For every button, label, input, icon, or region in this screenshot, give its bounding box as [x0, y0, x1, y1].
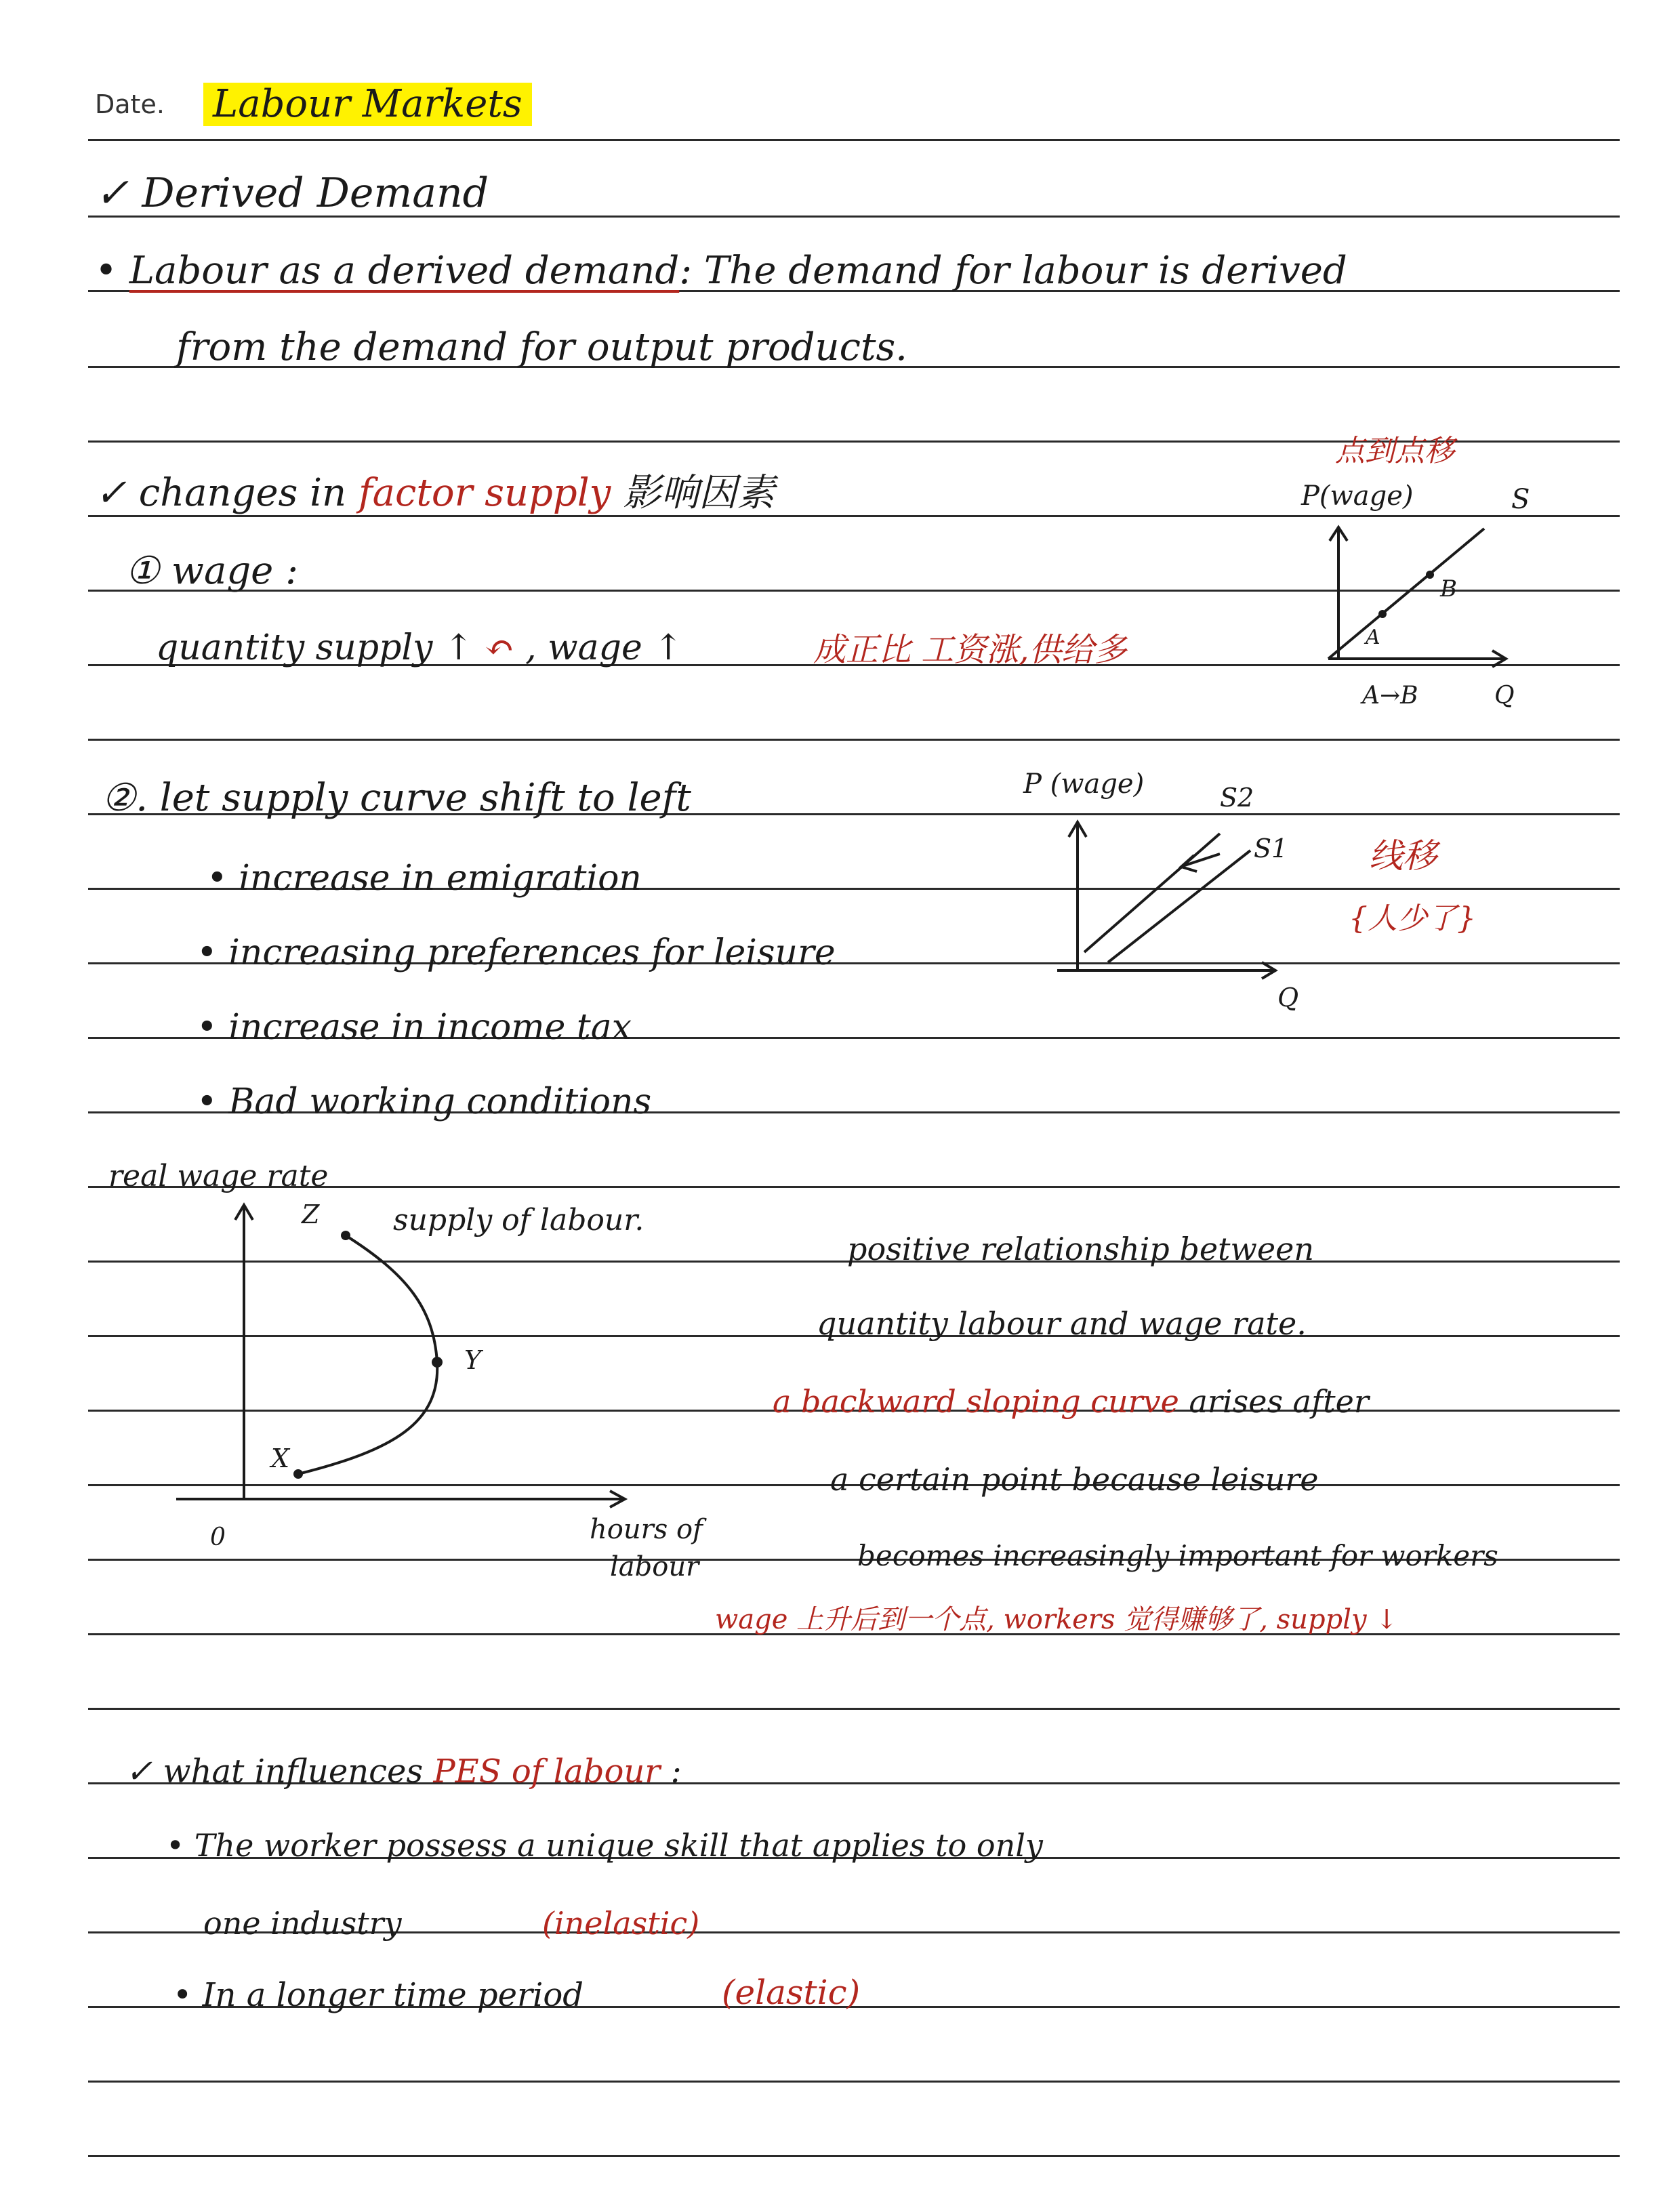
pes-bullet-2: • In a longer time period: [173, 1976, 583, 2014]
graph3-label-z: Z: [302, 1200, 320, 1229]
item-wage: ① wage :: [125, 549, 298, 593]
graph3-curve-label: supply of labour.: [393, 1203, 644, 1237]
graph1-point-a: [1378, 610, 1387, 618]
graph3-x-label-2: labour: [610, 1551, 699, 1582]
factor-supply-cn: 影响因素: [623, 471, 775, 515]
graph3-point-z: [341, 1231, 350, 1240]
factor-supply-heading: ✓ changes in factor supply 影响因素: [95, 471, 775, 515]
backward-text-3: a backward sloping curve arises after: [773, 1383, 1369, 1420]
backward-text-4: a certain point because leisure: [830, 1461, 1319, 1498]
graph3-label-x: X: [271, 1443, 290, 1473]
check-icon: ✓: [95, 471, 127, 515]
graph2-y-label: P (wage): [1023, 769, 1145, 800]
pes-bullet-1: • The worker possess a unique skill that applies to only: [166, 1827, 1043, 1864]
graph3-supply-curve: [298, 1235, 437, 1474]
graph1-point-b: [1426, 571, 1434, 579]
wage-relationship: quantity supply ↑ ↶ , wage ↑: [156, 628, 683, 668]
shift-bullet-1: • increase in emigration: [207, 858, 642, 899]
supply-shift-graph: [1017, 759, 1504, 1030]
graph3-x-label-1: hours of: [590, 1514, 703, 1545]
shift-bullet-3: • increase in income tax: [197, 1007, 632, 1048]
graph3-point-y: [432, 1357, 443, 1368]
derived-demand-definition: [95, 249, 1347, 293]
backward-cn-note: wage 上升后到一个点, workers 觉得赚够了, supply ↓: [715, 1604, 1398, 1635]
graph3-point-x: [293, 1469, 303, 1479]
backward-sloping-term: a backward sloping curve: [773, 1383, 1179, 1420]
graph3-origin: 0: [210, 1523, 226, 1551]
graph3-label-y: Y: [464, 1345, 482, 1375]
derived-demand-term: Labour as a derived demand: [129, 249, 680, 293]
graph2-curve-s2: [1084, 834, 1220, 952]
graph1-curve-label: S: [1511, 484, 1530, 515]
shift-bullet-4: • Bad working conditions: [197, 1082, 652, 1122]
shift-bullet-2: • increasing preferences for leisure: [197, 933, 836, 973]
graph1-cn-note: 点到点移: [1335, 434, 1454, 468]
graph1-supply-curve: [1328, 529, 1484, 659]
supply-movement-graph: [1288, 434, 1532, 718]
backward-text-1: positive relationship between: [847, 1231, 1314, 1267]
graph2-s1-label: S1: [1254, 834, 1288, 863]
bullet: •: [95, 249, 118, 293]
backward-text-2: quantity labour and wage rate.: [817, 1305, 1307, 1342]
return-arrow-icon: ↶: [485, 628, 514, 668]
wage-cn-note: 成正比 工资涨,供给多: [813, 631, 1127, 669]
derived-demand-heading: ✓ Derived Demand: [95, 169, 489, 217]
date-label: Date.: [95, 89, 165, 119]
check-icon: ✓: [125, 1753, 153, 1790]
backward-bending-supply-graph: [102, 1152, 813, 1593]
item-shift-left: ②. let supply curve shift to left: [102, 776, 691, 820]
pes-term: PES of labour: [433, 1753, 661, 1790]
factor-supply-term: factor supply: [358, 471, 611, 515]
definition-line-2: from the demand for output products.: [176, 325, 907, 369]
definition-line-1: The demand for labour is derived: [703, 249, 1347, 293]
graph3-y-label: real wage rate: [108, 1159, 329, 1193]
graph1-label-a: A: [1366, 626, 1380, 649]
page-title: Labour Markets: [203, 83, 532, 126]
graph1-x-note: A→B: [1362, 682, 1418, 710]
pes-bullet-1-cont: one industry: [203, 1905, 402, 1942]
graph2-s2-label: S2: [1220, 783, 1254, 813]
colon: :: [679, 249, 693, 293]
pes-heading: ✓ what influences PES of labour :: [125, 1753, 682, 1790]
graph2-cn-1: 线移: [1369, 836, 1437, 876]
graph2-cn-2: {人少了}: [1349, 901, 1476, 936]
graph1-x-label: Q: [1494, 682, 1515, 710]
graph2-x-label: Q: [1277, 983, 1299, 1012]
graph1-y-label: P(wage): [1301, 480, 1414, 512]
backward-text-5: becomes increasingly important for workers: [857, 1539, 1498, 1572]
pes-elastic-note: (elastic): [722, 1973, 861, 2012]
graph1-label-b: B: [1440, 575, 1457, 602]
pes-inelastic-note: (inelastic): [542, 1905, 700, 1942]
